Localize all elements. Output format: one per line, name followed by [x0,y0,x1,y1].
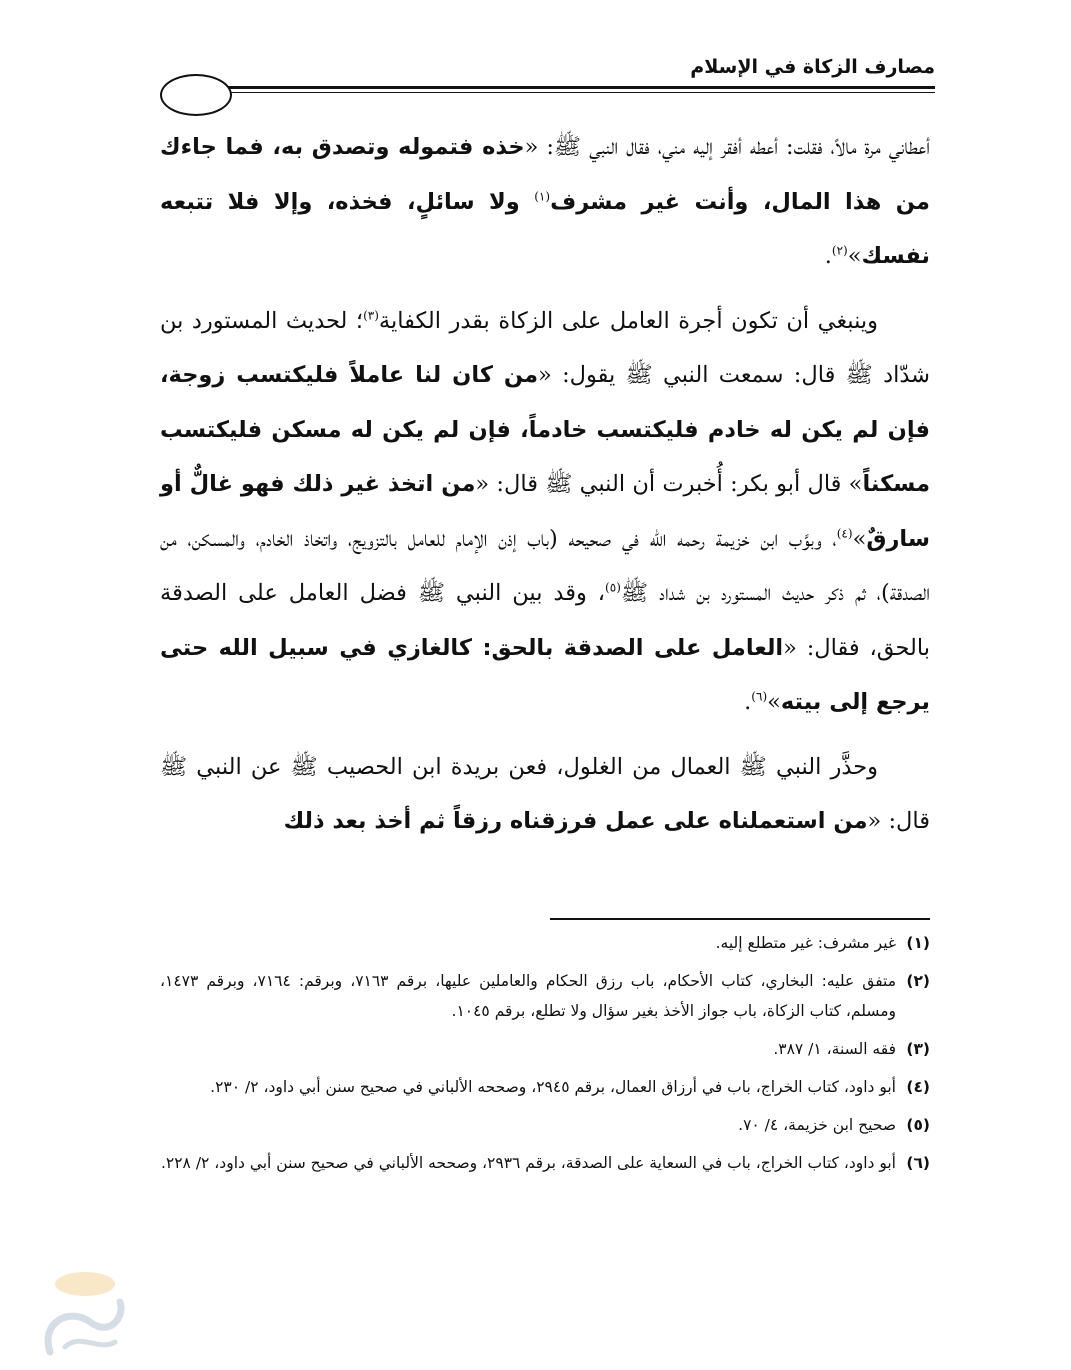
footnote-number: (٥) [906,1116,930,1134]
footnote-number: (٤) [906,1078,930,1096]
footnote-text: صحيح ابن خزيمة، ٤/ ٧٠. [738,1116,896,1134]
footnote-ref: (٦) [751,689,768,704]
text-run: وينبغي أن تكون أجرة العامل على الزكاة بقدر الكفاية [378,307,878,334]
footnote-4 [160,1072,930,1102]
hadith-text: العامل على الصدقة بالحق: كالغازي في سبيل الله حتى يرجع إلى بيته [160,634,930,715]
footnotes [160,928,930,1186]
hadith-text: من كان لنا عاملاً فليكتسب زوجة، فإن لم يكن له خادم فليكتسب خادماً، فإن لم يكن له مسكن فليكتسب مسكناً [160,362,930,497]
footnote-ref: (٢) [831,243,848,258]
publisher-logo-watermark [30,1262,140,1362]
text-run: ؛ لحديث المستورد بن شدّاد ﷺ قال: سمعت النبي ﷺ يقول: « [160,307,931,388]
footnote-ref: (٤) [836,526,853,540]
paragraph-2 [160,294,930,730]
text-run: » قال أبو بكر: أُخبرت أن النبي ﷺ قال: « [475,471,863,497]
footnote-1 [160,928,930,958]
footnote-ref: (٣) [363,308,379,322]
text-run: » [847,243,862,269]
footnote-text: متفق عليه: البخاري، كتاب الأحكام، باب رزق الحكام والعاملين عليها، برقم ٧١٦٣، وبرقم: ٧١٦٤، وبرقم ١٤٧٣، ومسلم، كتاب الزكاة، باب جواز الأخذ بغير سؤال ولا تطلع، برقم ١٠٤٥. [160,972,897,1020]
footnote-text: غير مشرف: غير متطلع إليه. [715,934,896,952]
text-run: » [767,689,781,715]
paragraph-3 [160,740,930,849]
footnote-ref: (٥) [605,580,621,595]
text-run: وحذَّر النبي ﷺ العمال من الغلول، فعن بريدة ابن الحصيب ﷺ عن النبي ﷺ قال: « [160,753,930,834]
header-rule-thick [220,86,935,89]
footnote-text: أبو داود، كتاب الخراج، باب في السعاية على الصدقة، برقم ٢٩٣٦، وصححه الألباني في صحيح سنن أبي داود، ٢/ ٢٢٨. [160,1154,896,1172]
text-run: أعطاني مرة مالاً، فقلت: أعطه أفقر إليه مني، فقال النبي ﷺ: « [524,134,930,160]
text-run: . [744,689,752,715]
footnote-2 [160,966,930,1026]
footnote-ref: (١) [534,189,551,203]
hadith-text: من استعملناه على عمل فرزقناه رزقاً ثم أخذ بعد ذلك [283,808,868,834]
page-header [160,56,935,116]
footnote-5 [160,1110,930,1140]
header-rule-thin [220,92,935,93]
text-run: . [824,243,832,269]
footnote-3 [160,1034,930,1064]
footnote-number: (١) [906,934,930,952]
footnote-separator [550,918,930,920]
footnote-text: فقه السنة، ١/ ٣٨٧. [773,1040,896,1058]
text-run: ، وبوَّب ابن خزيمة رحمه الله في صحيحه (باب إذن الإمام للعامل بالتزويج، واتخاذ الخادم، والمسكن، من الصدقة)، ثم ذكر حديث المستورد بن شداد ﷺ [160,525,930,606]
footnote-number: (٦) [906,1154,930,1172]
hadith-text: خذه فتموله وتصدق به، فما جاءك من هذا المال، وأنت غير مشرف [160,134,930,215]
footnote-text: أبو داود، كتاب الخراج، باب في أرزاق العمال، برقم ٢٩٤٥، وصححه الألباني في صحيح سنن أبي داود، ٢/ ٢٣٠. [210,1078,896,1096]
main-text [160,120,930,859]
footnote-number: (٣) [906,1040,930,1058]
hadith-text: من اتخذ غير ذلك فهو غالٌّ أو سارقٌ [160,471,930,552]
paragraph-1 [160,120,930,284]
running-title: مصارف الزكاة في الإسلام [690,56,935,78]
text-run: » [852,525,867,552]
text-run: ، وقد بين النبي ﷺ فضل العامل على الصدقة بالحق، فقال: « [160,580,930,661]
page-number-oval [160,74,232,116]
footnote-number: (٢) [906,972,930,990]
hadith-text: ولا سائلٍ، فخذه، وإلا فلا تتبعه نفسك [160,188,930,269]
footnote-6 [160,1148,930,1178]
